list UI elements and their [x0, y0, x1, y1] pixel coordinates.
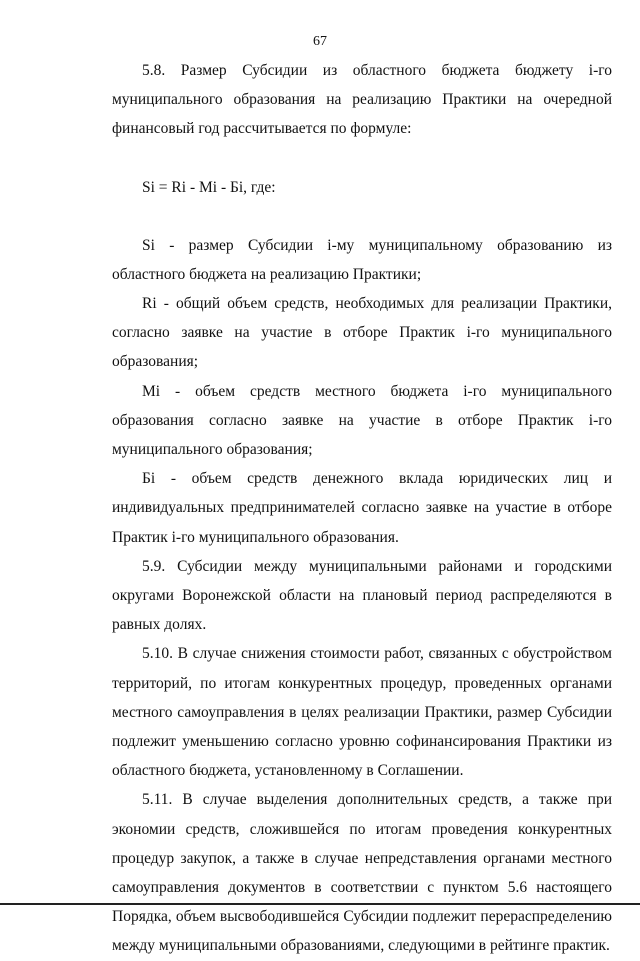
subsidy-formula: Si = Ri - Mi - Бi, где: — [142, 178, 276, 196]
spacer — [112, 202, 612, 231]
definition-mi: Mi - объем средств местного бюджета i-го муниципального образования согласно заявке на участие в отборе Практик i-го муниципального образования; — [112, 382, 612, 459]
paragraph-5-9: 5.9. Субсидии между муниципальными районами и городскими округами Воронежской области на плановый период распределяются в равных долях. — [112, 557, 612, 634]
definition-ri: Ri - общий объем средств, необходимых для реализации Практики, согласно заявке на участие в отборе Практик i-го муниципального образования; — [112, 295, 612, 371]
spacer — [112, 144, 612, 173]
page-number: 67 — [313, 34, 327, 49]
paragraph-5-11: 5.11. В случае выделения дополнительных средств, а также при экономии средств, сложившейся по итогам проведения конкурентных процедур закупок, а также в случае непредставления органами местного самоуправления документов в соответствии с пунктом 5.6 настоящего Порядка, объем высвободившейся Субсидии подлежит перераспределению между муниципальными образованиями, следующими в рейтинге практик. — [112, 791, 612, 955]
definition-si: Si - размер Субсидии i-му муниципальному образованию из областного бюджета на реализацию Практики; — [112, 236, 612, 283]
definition-bi: Бi - объем средств денежного вклада юридических лиц и индивидуальных предпринимателей согласно заявке на участие в отборе Практик i-го муниципального образования. — [112, 470, 612, 546]
paragraph-5-10: 5.10. В случае снижения стоимости работ, связанных с обустройством территорий, по итогам конкурентных процедур, проведенных органами местного самоуправления в целях реализации Практики, размер Субсидии подлежит уменьшению согласно уровню софинансирования Практики из областного бюджета, установленному в Соглашении. — [112, 645, 612, 780]
document-body — [112, 56, 612, 961]
paragraph-5-8: 5.8. Размер Субсидии из областного бюджета бюджету i-го муниципального образования на реализацию Практики на очередной финансовый год рассчитывается по формуле: — [112, 62, 612, 138]
